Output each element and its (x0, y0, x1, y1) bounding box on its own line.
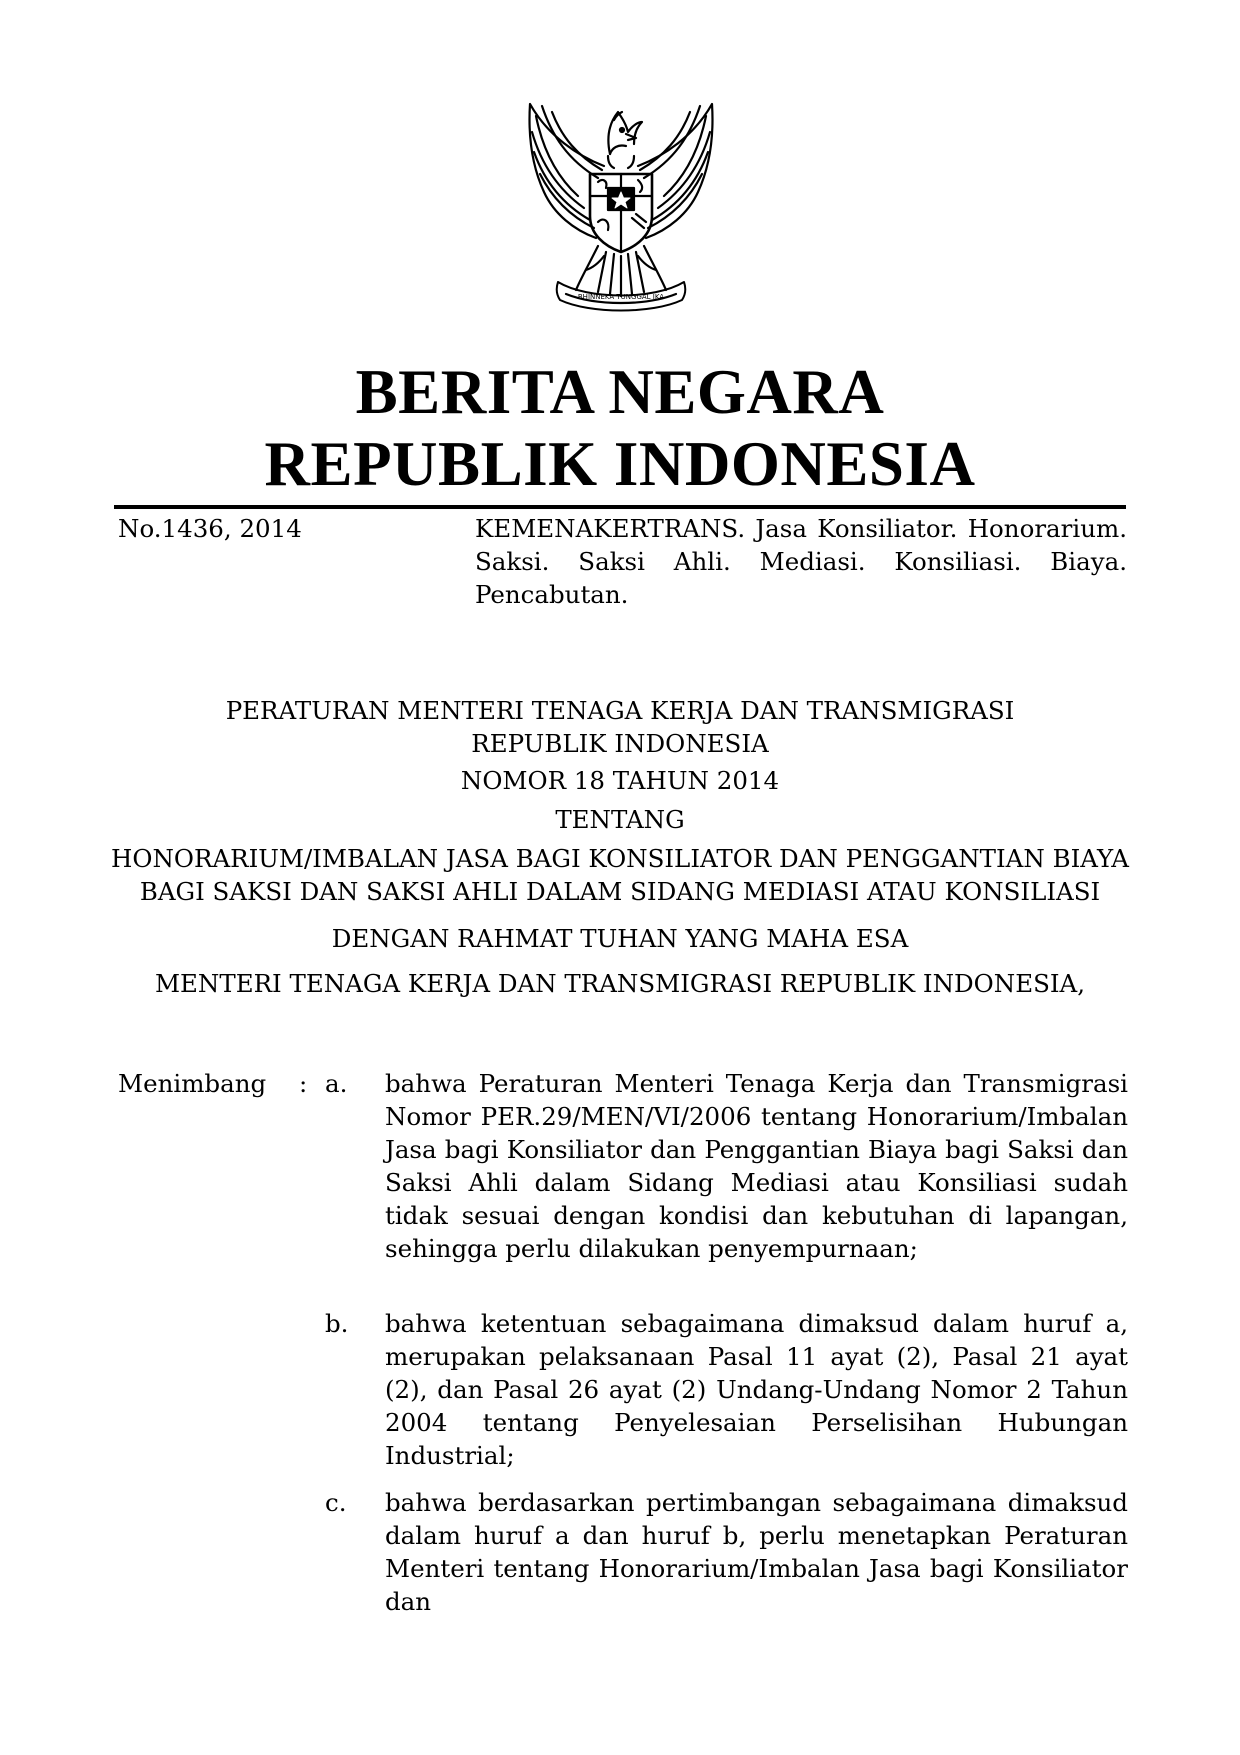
issuer-line: MENTERI TENAGA KERJA DAN TRANSMIGRASI REPUBLIK INDONESIA, (154, 969, 1086, 998)
publication-title (114, 356, 1126, 500)
invocation-line: DENGAN RAHMAT TUHAN YANG MAHA ESA (331, 924, 909, 953)
regulation-title-line: PERATURAN MENTERI TENAGA KERJA DAN TRANSMIGRASI (225, 696, 1015, 725)
item-marker: a. (325, 1069, 348, 1098)
considering-label: Menimbang (118, 1069, 267, 1098)
item-text: bahwa Peraturan Menteri Tenaga Kerja dan Transmigrasi Nomor PER.29/MEN/VI/2006 tentang Honorarium/Imbalan Jasa bagi Konsiliator dan Penggantian Biaya bagi Saksi dan Saksi Ahli dalam Sidang Mediasi atau Konsiliasi sudah tidak sesuai dengan kondisi dan kebutuhan di lapangan, sehingga perlu dilakukan penyempurnaan; (385, 1069, 1128, 1263)
issue-number: No.1436, 2014 (118, 514, 302, 543)
regulation-title-line: REPUBLIK INDONESIA (471, 729, 769, 758)
item-marker: b. (325, 1309, 349, 1338)
issue-topics: KEMENAKERTRANS. Jasa Konsiliator. Honorarium. Saksi. Saksi Ahli. Mediasi. Konsiliasi. Biaya. Pencabutan. (475, 514, 1127, 609)
publication-title-line1: BERITA NEGARA (355, 357, 885, 427)
regulation-subject-line: HONORARIUM/IMBALAN JASA BAGI KONSILIATOR DAN PENGGANTIAN BIAYA (111, 844, 1129, 873)
item-marker: c. (325, 1488, 347, 1517)
regulation-subject-line: BAGI SAKSI DAN SAKSI AHLI DALAM SIDANG MEDIASI ATAU KONSILIASI (139, 877, 1101, 906)
title-divider (114, 505, 1126, 509)
emblem-motto: BHINNEKA TUNGGAL IKA (577, 293, 665, 301)
garuda-emblem-icon (518, 96, 724, 314)
regulation-number: NOMOR 18 TAHUN 2014 (460, 766, 780, 795)
item-text: bahwa ketentuan sebagaimana dimaksud dalam huruf a, merupakan pelaksanaan Pasal 11 ayat (2), Pasal 21 ayat (2), dan Pasal 26 ayat (2) Undang-Undang Nomor 2 Tahun 2004 tentang Penyelesaian Perselisihan Hubungan Industrial; (385, 1309, 1128, 1470)
regulation-about-label: TENTANG (555, 805, 685, 834)
item-text: bahwa berdasarkan pertimbangan sebagaimana dimaksud dalam huruf a dan huruf b, perlu menetapkan Peraturan Menteri tentang Honorarium/Imbalan Jasa bagi Konsiliator dan (385, 1488, 1128, 1616)
publication-title-line2: REPUBLIK INDONESIA (264, 429, 976, 499)
considering-colon: : (299, 1069, 308, 1098)
regulation-heading (60, 694, 1180, 1000)
